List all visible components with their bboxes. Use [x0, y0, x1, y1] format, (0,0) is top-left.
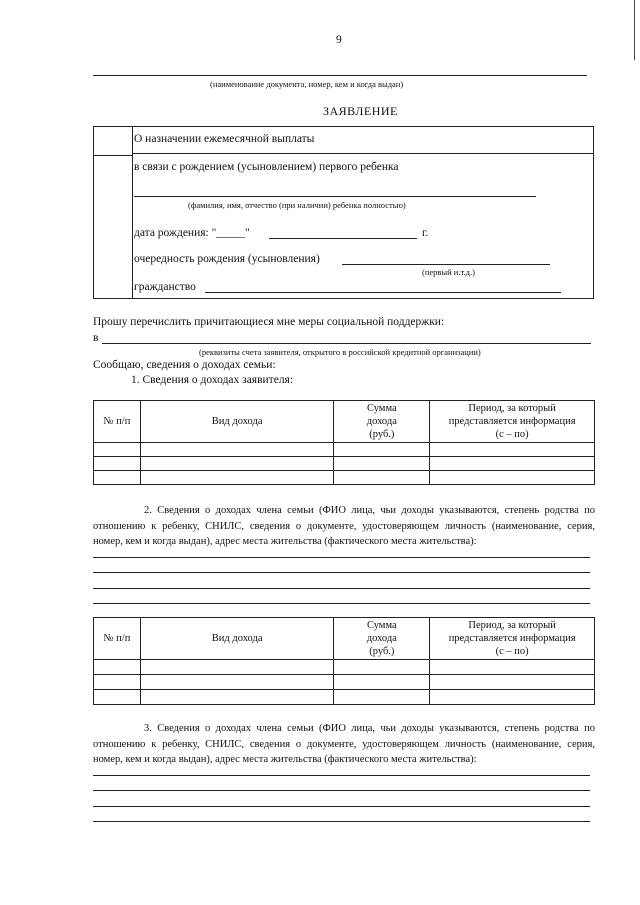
bank-account-field[interactable]	[102, 343, 591, 344]
income-table-member-1	[93, 617, 595, 705]
section2-line3: номер, кем и когда выдан), адрес места жительства (фактического места жительства):	[93, 536, 477, 547]
birth-order-label: очередность рождения (усыновления)	[134, 253, 320, 265]
col-amount-header: Сумма дохода (руб.)	[334, 618, 430, 660]
table-header-row	[94, 401, 595, 443]
section3-field-line[interactable]	[93, 806, 590, 807]
section3-field-line[interactable]	[93, 821, 590, 822]
table-row[interactable]	[94, 443, 595, 457]
birth-date-suffix: г.	[422, 227, 429, 239]
birth-order-caption: (первый и.т.д.)	[422, 267, 475, 277]
transfer-prefix: в	[93, 332, 99, 344]
birth-date-label: дата рождения: "_____"	[134, 227, 250, 239]
section2-field-line[interactable]	[93, 572, 590, 573]
form-reason: в связи с рождением (усыновлением) первого ребенка	[134, 161, 399, 173]
table-row[interactable]	[94, 675, 595, 690]
document-line-caption: (наименование документа, номер, кем и когда выдан)	[210, 79, 404, 89]
section1-title: 1. Сведения о доходах заявителя:	[131, 374, 294, 386]
section3-field-line[interactable]	[93, 775, 590, 776]
income-intro: Сообщаю, сведения о доходах семьи:	[93, 359, 276, 371]
table-header-row	[94, 618, 595, 660]
col-type-header: Вид дохода	[140, 401, 334, 443]
section2-line2: отношению к ребенку, СНИЛС, сведения о документе, удостоверяющем личность (наименование, серия,	[93, 521, 595, 532]
form-subject: О назначении ежемесячной выплаты	[134, 133, 315, 145]
section3-line1: 3. Сведения о доходах члена семьи (ФИО лица, чьи доходы указываются, степень родства по	[144, 723, 595, 734]
section3-field-line[interactable]	[93, 790, 590, 791]
income-table-applicant	[93, 400, 595, 485]
section2-field-line[interactable]	[93, 588, 590, 589]
birth-date-field[interactable]	[269, 238, 417, 239]
section2-line1: 2. Сведения о доходах члена семьи (ФИО лица, чьи доходы указываются, степень родства по	[144, 505, 595, 516]
bank-account-caption: (реквизиты счета заявителя, открытого в российской кредитной организации)	[199, 347, 481, 357]
form-row-divider-left	[94, 155, 132, 156]
citizenship-label: гражданство	[134, 281, 196, 293]
section3-line2: отношению к ребенку, СНИЛС, сведения о документе, удостоверяющем личность (наименование, серия,	[93, 739, 595, 750]
citizenship-field[interactable]	[205, 292, 561, 293]
col-period-header: Период, за который представляется информация (с – по)	[430, 401, 595, 443]
birth-order-field[interactable]	[342, 264, 550, 265]
section2-field-line[interactable]	[93, 557, 590, 558]
col-number-header: № п/п	[94, 618, 141, 660]
child-name-field[interactable]	[134, 196, 536, 197]
transfer-request: Прошу перечислить причитающиеся мне меры социальной поддержки:	[93, 316, 445, 328]
document-line[interactable]	[93, 75, 587, 76]
table-row[interactable]	[94, 457, 595, 471]
col-type-header: Вид дохода	[140, 618, 334, 660]
section2-field-line[interactable]	[93, 603, 590, 604]
page-number: 9	[336, 34, 342, 46]
col-number-header: № п/п	[94, 401, 141, 443]
form-row-divider	[132, 153, 594, 154]
col-amount-header: Сумма дохода (руб.)	[334, 401, 430, 443]
table-row[interactable]	[94, 660, 595, 675]
scan-edge-mark	[634, 0, 635, 60]
col-period-header: Период, за который представляется информация (с – по)	[430, 618, 595, 660]
table-row[interactable]	[94, 471, 595, 485]
table-row[interactable]	[94, 690, 595, 705]
application-form-box	[93, 126, 594, 299]
child-name-caption: (фамилия, имя, отчество (при наличии) ребенка полностью)	[188, 200, 406, 210]
page-title: ЗАЯВЛЕНИЕ	[323, 104, 398, 118]
section3-line3: номер, кем и когда выдан), адрес места жительства (фактического места жительства):	[93, 754, 477, 765]
